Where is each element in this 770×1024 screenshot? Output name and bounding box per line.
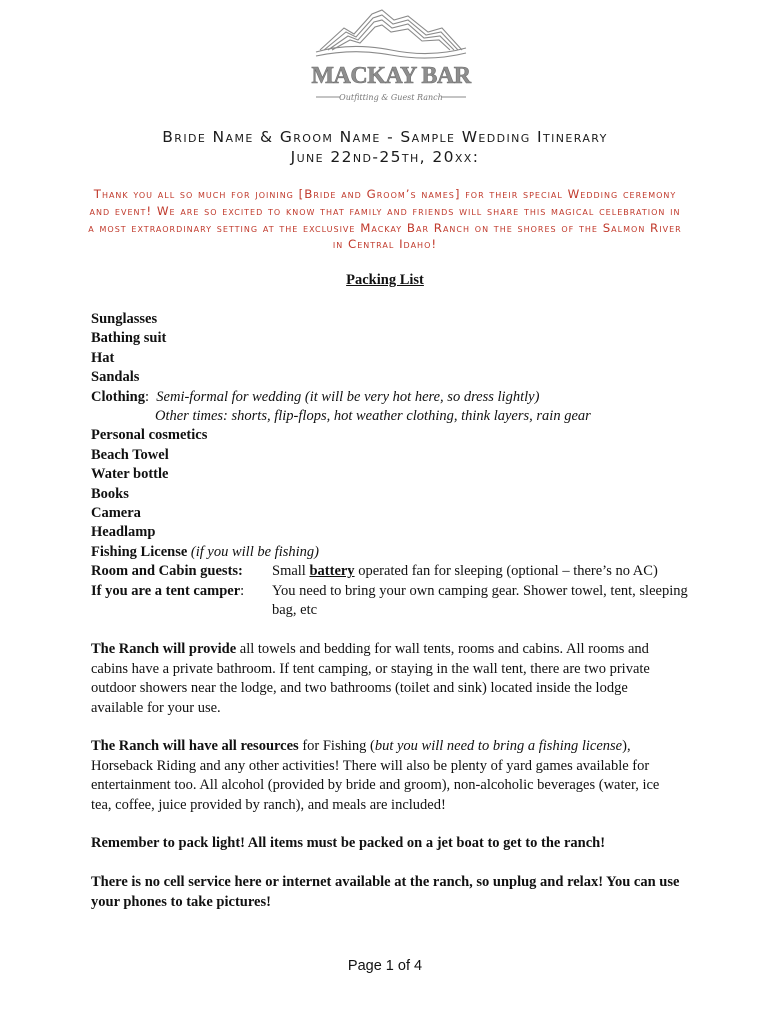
no-cell-notice: There is no cell service here or internet available at the ranch, so unplug and relax! You can use your phones to take pictures!	[91, 874, 680, 910]
pack-light-notice: Remember to pack light! All items must be packed on a jet boat to get to the ranch!	[91, 835, 606, 851]
clothing-wedding-note: Semi-formal for wedding (it will be very hot here, so dress lightly)	[156, 388, 540, 405]
list-item: Books	[91, 485, 129, 502]
list-item-fishing	[91, 543, 691, 562]
tent-camper-label: If you are a tent camper	[91, 582, 241, 599]
list-item: Sunglasses	[91, 311, 158, 327]
itinerary-title: Bride Name & Groom Name - Sample Wedding Itinerary	[162, 128, 608, 146]
list-item: Sandals	[91, 369, 140, 386]
packing-list	[91, 310, 691, 621]
list-item: Hat	[91, 349, 115, 366]
clothing-other-note: Other times: shorts, flip-flops, hot weather clothing, think layers, rain gear	[155, 408, 591, 425]
packing-list-heading: Packing List	[346, 272, 424, 288]
tent-camper-text: You need to bring your own camping gear. Shower towel, tent, sleeping bag, etc	[272, 582, 688, 619]
resources-italic: but you will need to bring a fishing license	[374, 738, 623, 754]
room-text-post: operated fan for sleeping (optional – there’s no AC)	[358, 563, 658, 580]
list-item: Water bottle	[91, 466, 169, 483]
resources-text-post: ), Horseback Riding and any other activities! There will also be plenty of yard games available for entertainment too. All alcohol (provided by bride and groom), non-alcoholic beverages (water, ice tea, coffee, juice provided by ranch), and meals are included!	[91, 738, 660, 813]
logo-tagline: Outfitting & Guest Ranch	[339, 93, 443, 102]
ranch-provides-lead: The Ranch will provide	[91, 641, 237, 657]
ranch-resources-lead: The Ranch will have all resources	[91, 738, 299, 754]
fishing-note: (if you will be fishing)	[190, 543, 319, 560]
list-item-tent-camper: If you are a tent camper: You need to bring your own camping gear. Shower towel, tent, sleeping bag, etc	[91, 582, 691, 621]
itinerary-dates: June 22nd-25th, 20xx:	[290, 148, 480, 166]
list-item: Bathing suit	[91, 330, 167, 347]
list-item-clothing: Clothing: Semi-formal for wedding (it will be very hot here, so dress lightly)	[91, 388, 540, 405]
list-item: Headlamp	[91, 524, 156, 541]
battery-emphasis: battery	[309, 563, 355, 580]
clothing-label: Clothing	[91, 388, 145, 405]
list-item: Personal cosmetics	[91, 427, 208, 444]
mackay-bar-logo	[310, 6, 472, 114]
ranch-provides-paragraph	[91, 640, 681, 718]
room-guests-label: Room and Cabin guests:	[91, 563, 243, 580]
ranch-resources-paragraph	[91, 737, 681, 815]
list-item-room-guests	[91, 562, 691, 581]
resources-text-pre: for Fishing (	[302, 738, 375, 754]
page-number: Page 1 of 4	[347, 958, 423, 974]
fishing-label: Fishing License	[91, 543, 188, 560]
room-text-pre: Small	[272, 563, 306, 580]
list-item: Camera	[91, 505, 141, 522]
welcome-message: Thank you all so much for joining [Bride and Groom’s names] for their special Wedding ceremony and event! We are so excited to know that family and friends will share this magical celebration in a most extraordinary setting at the exclusive Mackay Bar Ranch on the shores of the Salmon River in Central Idaho!	[88, 187, 682, 252]
list-item: Beach Towel	[91, 446, 169, 463]
ranch-provides-text: all towels and bedding for wall tents, rooms and cabins. All rooms and cabins have a private bathroom. If tent camping, or staying in the wall tent, there are two private outdoor showers near the lodge, and two bathrooms (toilet and sink) located inside the lodge available for your use.	[91, 641, 650, 716]
logo-brand: MACKAY BAR	[311, 63, 471, 89]
